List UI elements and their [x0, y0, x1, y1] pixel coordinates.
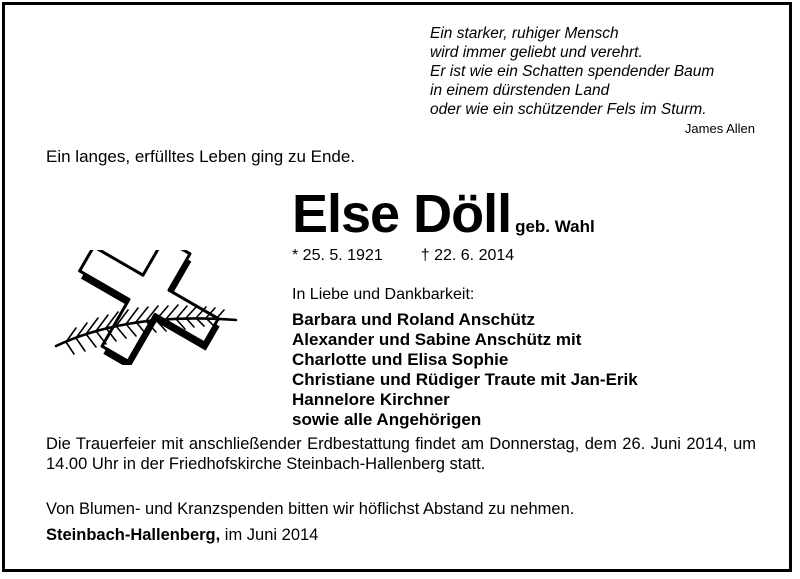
- place: Steinbach-Hallenberg,: [46, 526, 221, 544]
- birth-date: * 25. 5. 1921: [292, 247, 383, 264]
- family-entry: Charlotte und Elisa Sophie: [292, 350, 509, 369]
- flowers-notice: Von Blumen- und Kranzspenden bitten wir höflichst Abstand zu nehmen.: [46, 500, 575, 518]
- family-list: [292, 310, 638, 430]
- family-entry: Barbara und Roland Anschütz: [292, 310, 536, 329]
- quote: [430, 24, 714, 119]
- thanks-line: In Liebe und Dankbarkeit:: [292, 286, 475, 303]
- family-entry: sowie alle Angehörigen: [292, 410, 482, 429]
- family-entry: Alexander und Sabine Anschütz mit: [292, 330, 582, 349]
- place-date-line: [46, 526, 318, 545]
- cross-with-palm-icon: [48, 250, 244, 365]
- death-date: † 22. 6. 2014: [420, 247, 515, 264]
- quote-line: Er ist wie ein Schatten spendender Baum: [430, 63, 715, 80]
- deceased-name: Else Döll: [292, 184, 512, 244]
- family-entry: Hannelore Kirchner: [292, 390, 450, 409]
- quote-line: Ein starker, ruhiger Mensch: [430, 25, 619, 42]
- family-entry: Christiane und Rüdiger Traute mit Jan-Erik: [292, 370, 638, 389]
- quote-line: wird immer geliebt und verehrt.: [430, 44, 643, 61]
- quote-line: oder wie ein schützender Fels im Sturm.: [430, 101, 707, 118]
- life-dates: [292, 247, 514, 265]
- quote-author: James Allen: [684, 121, 755, 136]
- intro-text: Ein langes, erfülltes Leben ging zu Ende.: [46, 147, 356, 166]
- ceremony-notice: Die Trauerfeier mit anschließender Erdbestattung findet am Donnerstag, dem 26. Juni 2014, um 14.00 Uhr in der Friedhofskirche Steinbach-Hallenberg statt.: [46, 435, 756, 473]
- birth-name: geb. Wahl: [515, 217, 595, 236]
- quote-line: in einem dürstenden Land: [430, 82, 610, 99]
- deceased-heading: [292, 186, 595, 242]
- date-line: im Juni 2014: [224, 526, 319, 544]
